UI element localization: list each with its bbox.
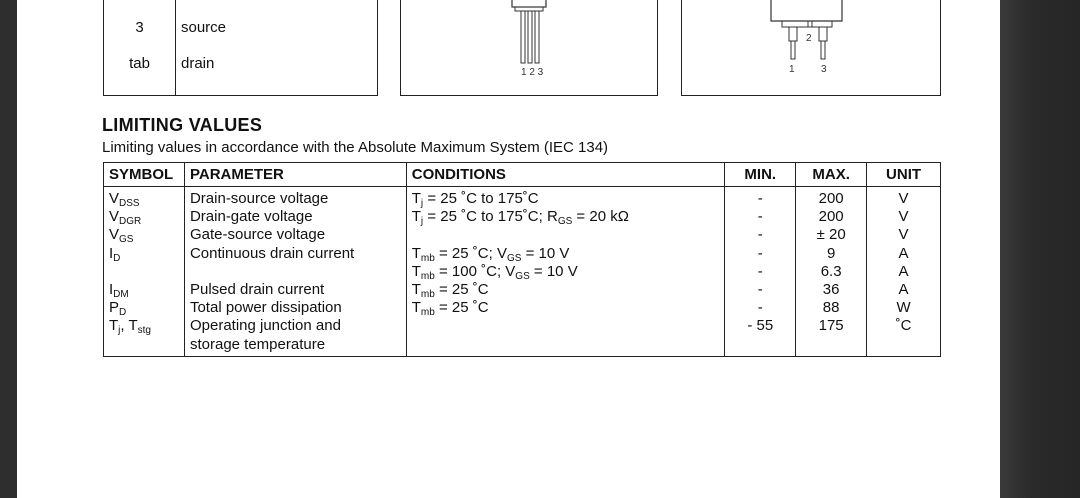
min-value: - [757, 244, 763, 262]
min-value: - 55 [747, 317, 774, 335]
table-header-row [104, 163, 941, 187]
package-drawing-d2pak [681, 0, 941, 96]
unit-value: V [898, 226, 909, 244]
pin-function: drain [181, 55, 215, 72]
symbol-vdss: $V_{DSS}$ [109, 190, 140, 209]
pin-number: tab [129, 55, 150, 72]
min-value: - [757, 208, 763, 226]
parameter-column [184, 187, 406, 357]
symbol-vgs: $V_{GS}$ [109, 226, 134, 246]
package-outline-to220 [401, 0, 657, 95]
svg-text:2: 2 [806, 33, 812, 44]
package-drawing-to220 [400, 0, 658, 96]
symbol-pd: $P_D$ [109, 299, 127, 319]
parameter-text: Drain-gate voltage [189, 208, 313, 226]
min-value: - [757, 226, 763, 244]
pin-number: 3 [135, 19, 144, 36]
condition-text: $T_j = 25$ ˚C to 175˚C [411, 190, 539, 209]
table-body-row [104, 187, 941, 357]
header-parameter: PARAMETER [184, 163, 406, 187]
limiting-values-table [103, 162, 941, 357]
document-page [17, 0, 1000, 498]
condition-text: $T_{mb} = 25$ ˚C [411, 280, 489, 300]
viewer-gutter-left [0, 0, 17, 498]
condition-text: $T_{mb} = 25$ ˚C [411, 299, 489, 319]
unit-column [867, 187, 941, 357]
header-unit: UNIT [867, 163, 941, 187]
parameter-text: Drain-source voltage [189, 190, 329, 207]
parameter-text: Operating junction and [189, 317, 341, 335]
pin-row [104, 19, 374, 39]
unit-value: A [898, 280, 909, 298]
condition-text: $T_{mb} = 100$ ˚C; $V_{GS} = 10$ V [411, 262, 578, 282]
unit-value: V [898, 208, 909, 226]
header-conditions: CONDITIONS [406, 163, 725, 187]
pin-function: source [181, 19, 227, 36]
symbol-tj-tstg: $T_j$, $T_{stg}$ [109, 317, 151, 337]
parameter-text [190, 263, 401, 281]
section-title: LIMITING VALUES [102, 115, 263, 135]
pin-table [103, 0, 378, 96]
max-column [796, 187, 867, 357]
parameter-text: Total power dissipation [189, 299, 342, 317]
min-value: - [757, 299, 763, 317]
min-value: - [757, 190, 763, 207]
max-value: 36 [822, 280, 840, 298]
unit-value: V [898, 190, 909, 207]
max-value: 200 [818, 190, 844, 207]
unit-value: A [898, 262, 909, 280]
max-value: ± 20 [816, 226, 846, 244]
max-value: 88 [822, 299, 840, 317]
max-value: 175 [818, 317, 844, 335]
svg-text:1: 1 [789, 64, 795, 75]
parameter-text: Pulsed drain current [189, 280, 325, 298]
svg-text:3: 3 [821, 64, 827, 75]
max-value: 9 [826, 244, 836, 262]
symbol-vdgr: $V_{DGR}$ [109, 208, 142, 228]
conditions-column [406, 187, 725, 357]
pin-labels-text: 1 2 3 [521, 67, 544, 78]
pin-row [104, 55, 374, 75]
section-subtitle: Limiting values in accordance with the Absolute Maximum System (IEC 134) [102, 139, 609, 156]
package-outline-d2pak [682, 0, 940, 95]
viewer-gutter-right [1000, 0, 1080, 498]
header-min: MIN. [725, 163, 796, 187]
condition-text: $T_j = 25$ ˚C to 175˚C; $R_{GS} = 20$ kΩ [411, 208, 629, 228]
pin-table-divider [175, 0, 176, 95]
symbol-id: $I_D$ [109, 244, 121, 264]
unit-value: A [898, 244, 909, 262]
unit-value: W [896, 299, 911, 317]
max-value: 200 [818, 208, 844, 226]
parameter-text: Gate-source voltage [189, 226, 326, 244]
min-value: - [757, 280, 763, 298]
parameter-text: storage temperature [189, 335, 326, 353]
min-value: - [757, 262, 763, 280]
condition-text: $T_{mb} = 25$ ˚C; $V_{GS} = 10$ V [411, 244, 570, 264]
symbol-column [104, 187, 185, 357]
min-column [725, 187, 796, 357]
header-symbol: SYMBOL [104, 163, 185, 187]
max-value: 6.3 [820, 262, 842, 280]
header-max: MAX. [796, 163, 867, 187]
unit-value: ˚C [895, 317, 912, 335]
symbol-idm: $I_{DM}$ [109, 280, 129, 300]
parameter-text: Continuous drain current [189, 244, 355, 262]
